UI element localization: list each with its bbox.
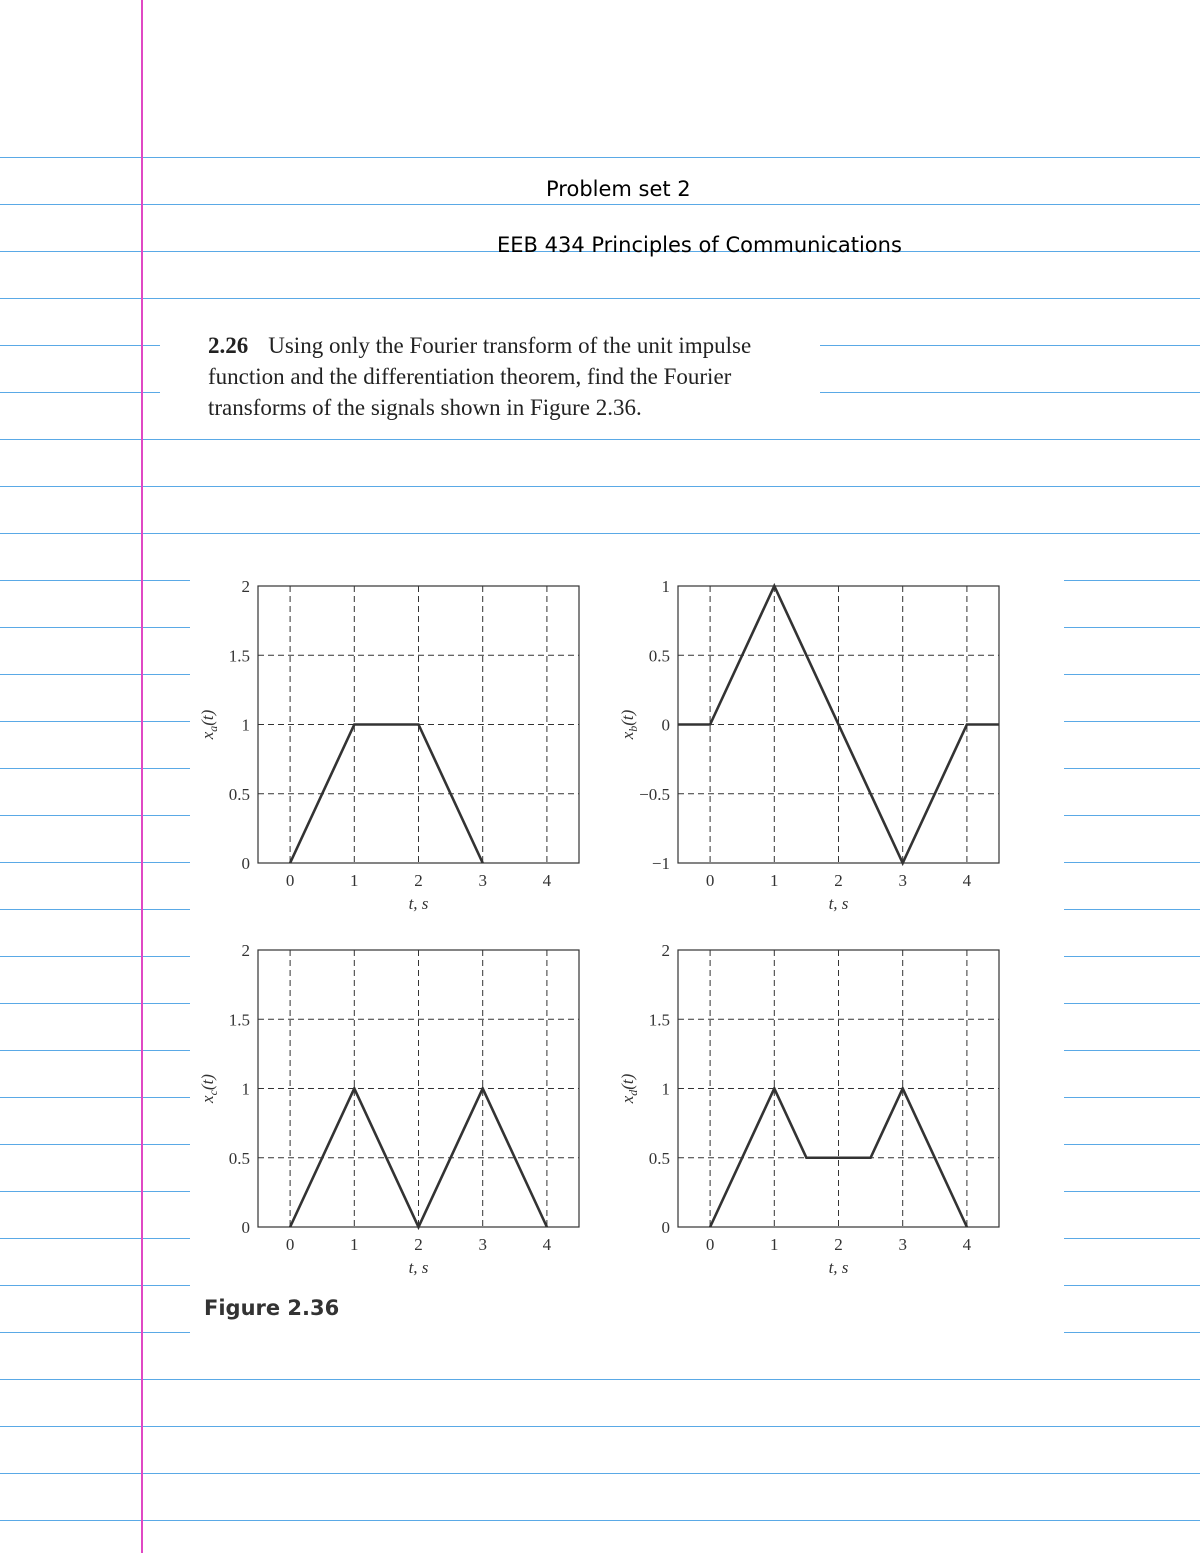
y-tick-label: 1 [661, 1079, 670, 1099]
ruled-line [0, 157, 1200, 158]
x-tick-label: 4 [542, 1235, 552, 1254]
x-tick-label: 4 [962, 1235, 972, 1254]
x-tick-label: 1 [770, 871, 779, 890]
y-tick-label: 0.5 [228, 784, 250, 804]
y-tick-label: 0 [661, 715, 670, 735]
ruled-line [0, 1379, 1200, 1380]
y-axis-label: $x_c(t)$ [198, 1074, 220, 1103]
x-axis-label: t, s [408, 1258, 429, 1277]
ruled-line [0, 1520, 1200, 1521]
x-tick-label: 2 [834, 1235, 843, 1254]
x-tick-label: 2 [414, 871, 423, 890]
y-tick-label: −0.5 [639, 784, 670, 804]
y-axis-label: $x_d(t)$ [618, 1073, 640, 1104]
x-tick-label: 0 [705, 1235, 715, 1254]
problem-number: 2.26 [208, 333, 249, 358]
x-axis-label: t, s [828, 1258, 849, 1277]
y-tick-label: 2 [661, 941, 670, 960]
y-tick-label: 0.5 [648, 646, 670, 666]
notebook-margin-line [141, 0, 143, 1553]
ruled-line [0, 533, 1200, 534]
y-axis-label: $x_b(t)$ [618, 709, 640, 740]
x-tick-label: 3 [898, 1235, 907, 1254]
x-tick-label: 2 [414, 1235, 423, 1254]
figure-2-36-charts [190, 560, 1064, 1350]
y-tick-label: 2 [241, 941, 250, 960]
ruled-line [0, 204, 1200, 205]
y-tick-label: 0.5 [648, 1148, 670, 1168]
y-tick-label: 0 [241, 854, 250, 873]
x-axis-label: t, s [828, 894, 849, 913]
x-tick-label: 0 [285, 1235, 295, 1254]
x-tick-label: 4 [962, 871, 972, 890]
y-axis-label: $x_a(t)$ [198, 709, 220, 740]
y-tick-label: 1.5 [228, 646, 250, 666]
problem-text: Using only the Fourier transform of the unit impulse function and the differentiation theorem, find the Fourier transforms of the signals shown in Figure 2.36. [208, 333, 752, 420]
x-tick-label: 0 [285, 871, 295, 890]
y-tick-label: 0.5 [228, 1148, 250, 1168]
ruled-line [0, 298, 1200, 299]
x-tick-label: 0 [705, 871, 715, 890]
page-title: Problem set 2 [546, 177, 691, 201]
course-title: EEB 434 Principles of Communications [497, 233, 902, 257]
x-axis-label: t, s [408, 894, 429, 913]
x-tick-label: 1 [350, 871, 359, 890]
y-tick-label: 1 [241, 715, 250, 735]
y-tick-label: 1 [661, 577, 670, 596]
ruled-line [0, 439, 1200, 440]
x-tick-label: 3 [478, 871, 487, 890]
x-tick-label: 3 [898, 871, 907, 890]
ruled-line [0, 486, 1200, 487]
ruled-line [0, 1473, 1200, 1474]
y-tick-label: 0 [661, 1218, 670, 1237]
y-tick-label: −1 [651, 854, 670, 873]
x-tick-label: 1 [350, 1235, 359, 1254]
ruled-line [0, 1426, 1200, 1427]
problem-statement [208, 330, 808, 423]
y-tick-label: 0 [241, 1218, 250, 1237]
y-tick-label: 1.5 [648, 1010, 670, 1030]
x-tick-label: 4 [542, 871, 552, 890]
x-tick-label: 1 [770, 1235, 779, 1254]
figure-caption: Figure 2.36 [204, 1296, 340, 1320]
figure-image [190, 560, 1064, 1350]
y-tick-label: 1.5 [228, 1010, 250, 1030]
y-tick-label: 1 [241, 1079, 250, 1099]
y-tick-label: 2 [241, 577, 250, 596]
x-tick-label: 2 [834, 871, 843, 890]
x-tick-label: 3 [478, 1235, 487, 1254]
